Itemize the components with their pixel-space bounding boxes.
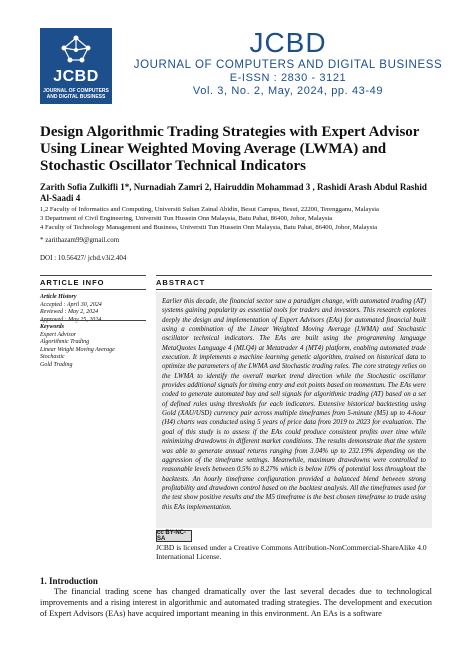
- keyword-item: Gold Trading: [40, 361, 73, 368]
- abstract-box: [156, 292, 432, 528]
- keyword-item: Linear Weight Moving Average: [40, 346, 115, 353]
- history-heading: Article History: [40, 294, 77, 300]
- keyword-item: Expert Advisor: [40, 331, 77, 338]
- affiliation-item: 1,2 Faculty of Informatics and Computing, Universiti Sultan Zainal Abidin, Besut Campus, Besut, 22200, Terengganu, Malaysia: [40, 206, 379, 213]
- paper-title: Design Algorithmic Trading Strategies with Expert Advisor Using Linear Weighted Moving Average (LWMA) and Stochastic Oscillator Technical Indicators: [40, 124, 420, 174]
- abstract-text: Earlier this decade, the financial sector saw a paradigm change, with automated trading (AT) systems gaining popularity as essential tools for traders and investors. This research explores deeply the design and implementation of Expert Advisors (EAs) for automated financial built using a combination of the Linear Weighted Moving Average (LWMA) and Stochastic oscillator technical indicators. The EAs are built using the programming language MetaQuotes Language 4 (MLQ4) at Metatrader 4 (MT4) platform, enabling automated trade execution. It implements a machine learning genetic algorithm, trained on historical data to optimize the parameters of the LWMA and Stochastic trading rules. The core strategy relies on the LWMA to identify the overall market trend direction while the Stochastic oscillator provides additional signals for timing entry and exit points based on momentum. The EAs were coded to generate automated buy and sell signals for algorithmic trading (AT) based on a set of defined rules using thresholds for each indicators. Extensive historical backtesting using Gold (XAU/USD) currency pair across multiple timeframes from 5-minute (M5) up to 4-hour (H4) charts was conducted using 5 years of price data from 2019 to 2023 for evaluation. The goal of this study is to assess if the EAs could produce consistent profits over time while minimizing drawdowns in different market conditions. The results demonstrate that the system was able to generate annual returns ranging from 3.04% up to 232.19% depending on the aggression of the timeframe settings. Meanwhile, maximum drawdowns were controlled to reasonable levels between 0.5% to 8.27% which is below 10% of potential loss throughout the backtests. An hourly timeframe configuration provided a balanced blend between strong profitability and drawdown control based on the backtest analysis. All the timeframes used for the test show positive results and the M5 timeframe is the best chosen timeframe to trade using this EAs implementation.: [162, 297, 426, 511]
- network-icon: [56, 34, 96, 66]
- license-text: JCBD is licensed under a Creative Commons Attribution-NonCommercial-ShareAlike 4.0 International License.: [156, 543, 427, 561]
- divider: [156, 289, 432, 290]
- affiliation-item: 3 Department of Civil Engineering, Universiti Tun Hussein Onn Malaysia, Batu Pahat, 86400, Johor, Malaysia: [40, 215, 333, 222]
- journal-issn: E-ISSN : 2830 - 3121: [229, 72, 347, 84]
- history-item: Reviewed : May 2, 2024: [40, 309, 99, 315]
- journal-volume: Vol. 3, No. 2, May, 2024, pp. 43-49: [192, 85, 384, 97]
- journal-name: JOURNAL OF COMPUTERS AND DIGITAL BUSINESS: [133, 59, 443, 71]
- divider: [40, 275, 146, 276]
- keyword-item: Stochastic: [40, 354, 65, 360]
- affiliations: [40, 205, 460, 232]
- divider: [40, 289, 146, 290]
- journal-header: [40, 27, 443, 106]
- article-info-label: ARTICLE INFO: [40, 278, 105, 287]
- keywords-heading: Keywords: [40, 324, 64, 330]
- keywords: [40, 324, 146, 369]
- affiliation-item: 4 Faculty of Technology Management and Business, Universiti Tun Hussein Onn Malaysia, Batu Pahat, 86400, Johor, Malaysia: [40, 224, 378, 231]
- author-email[interactable]: * zarithazam99@gmail.com: [40, 236, 120, 244]
- abstract-label: ABSTRACT: [156, 278, 206, 287]
- introduction-text: The financial trading scene has changed dramatically over the last several decades due to technological improvements and a rising interest in algorithmic and automated trading strategies. The development and execution of Expert Advisors (EAs) have acquired important meaning in this environment. An EAs is a software: [40, 587, 432, 618]
- paper-doi[interactable]: DOI : 10.56427/ jcbd.v3i2.404: [40, 254, 127, 262]
- logo-subtitle: JOURNAL OF COMPUTERS AND DIGITAL BUSINESS: [43, 88, 109, 100]
- paper-authors: Zarith Sofia Zulkifli 1*, Nurnadiah Zamri 2, Hairuddin Mohammad 3 , Rashidi Arash Abdul Rashid Al-Saadi 4: [40, 182, 427, 203]
- journal-acronym: JCBD: [249, 27, 327, 58]
- journal-logo: [40, 28, 112, 104]
- keyword-item: Algorithmic Trading: [40, 339, 90, 345]
- divider: [40, 320, 146, 321]
- logo-acronym: JCBD: [53, 68, 99, 85]
- divider: [156, 275, 432, 276]
- cc-license-icon[interactable]: cc BY-NC-SA: [156, 530, 192, 542]
- history-item: Accepted : April 30, 2024: [40, 301, 102, 308]
- journal-info: [128, 28, 448, 98]
- section-heading: 1. Introduction: [40, 576, 98, 586]
